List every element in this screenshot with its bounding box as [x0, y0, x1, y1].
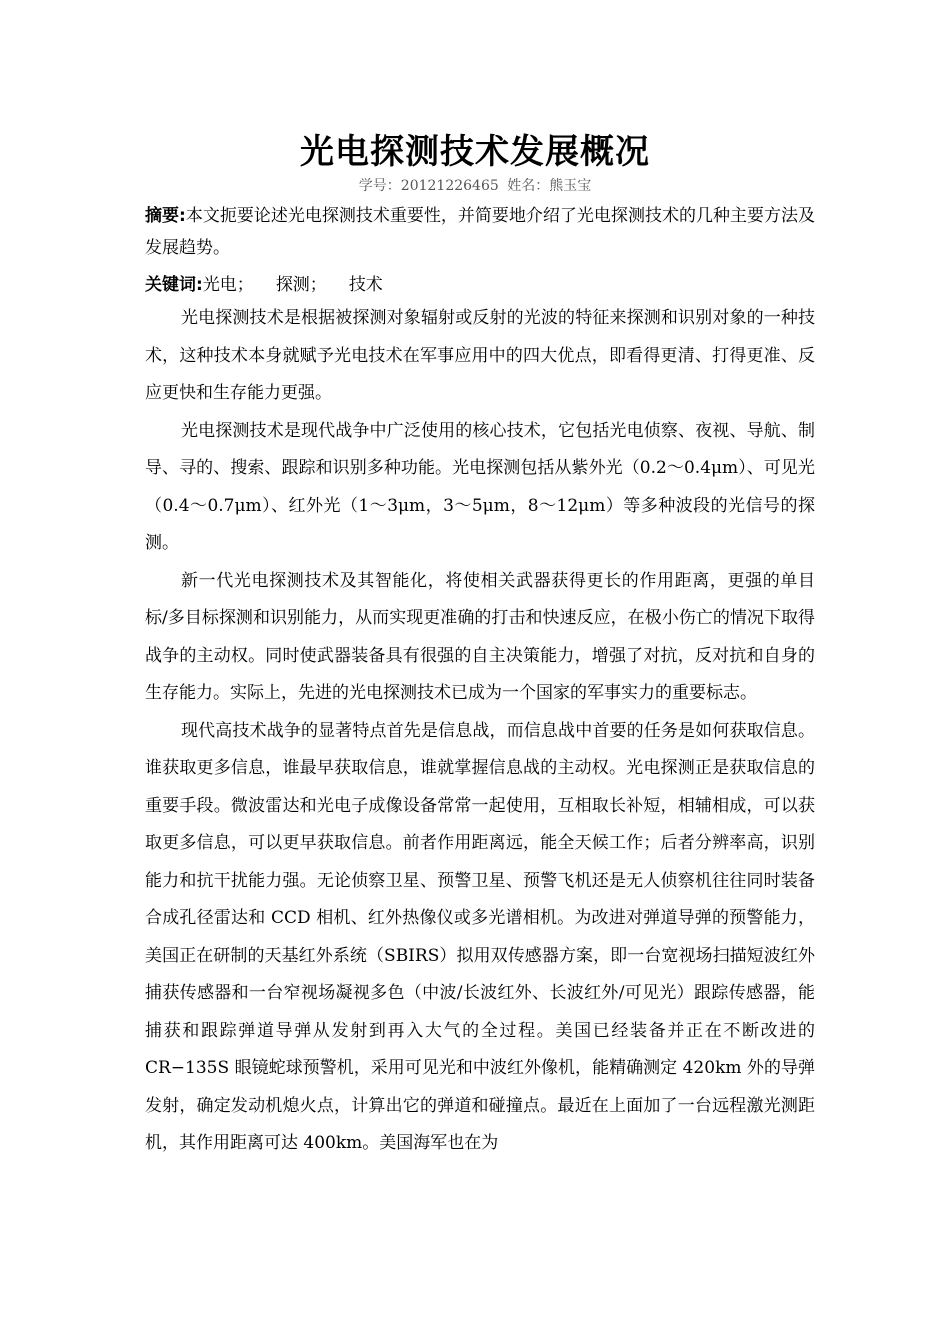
- keywords: [145, 270, 815, 300]
- body-paragraph-4: 现代高技术战争的显著特点首先是信息战，而信息战中首要的任务是如何获取信息。谁获取更多信息，谁最早获取信息，谁就掌握信息战的主动权。光电探测正是获取信息的重要手段。微波雷达和光电子成像设备常常一起使用，互相取长补短，相辅相成，可以获取更多信息，可以更早获取信息。前者作用距离远，能全天候工作；后者分辨率高，识别能力和抗干扰能力强。无论侦察卫星、预警卫星、预警飞机还是无人侦察机往往同时装备合成孔径雷达和 CCD 相机、红外热像仪或多光谱相机。为改进对弹道导弹的预警能力，美国正在研制的天基红外系统（SBIRS）拟用双传感器方案，即一台宽视场扫描短波红外捕获传感器和一台窄视场凝视多色（中波/长波红外、长波红外/可见光）跟踪传感器，能捕获和跟踪弹道导弹从发射到再入大气的全过程。美国已经装备并正在不断改进的 CR−135S 眼镜蛇球预警机，采用可见光和中波红外像机，能精确测定 420km 外的导弹发射，确定发动机熄火点，计算出它的弹道和碰撞点。最近在上面加了一台远程激光测距机，其作用距离可达 400km。美国海军也在为: [145, 720, 815, 1153]
- body-paragraph-1: 光电探测技术是根据被探测对象辐射或反射的光波的特征来探测和识别对象的一种技术，这种技术本身就赋予光电技术在军事应用中的四大优点，即看得更清、打得更准、反应更快和生存能力更强。: [145, 308, 815, 403]
- abstract-text: 本文扼要论述光电探测技术重要性，并简要地介绍了光电探测技术的几种主要方法及发展趋势。: [145, 206, 815, 258]
- keyword-item: 技术: [348, 275, 383, 295]
- abstract-label: 摘要:: [145, 206, 186, 226]
- keyword-item: 光电；: [202, 275, 254, 295]
- body-paragraph-3: 新一代光电探测技术及其智能化，将使相关武器获得更长的作用距离，更强的单目标/多目标探测和识别能力，从而实现更准确的打击和快速反应，在极小伤亡的情况下取得战争的主动权。同时使武器装备具有很强的自主决策能力，增强了对抗，反对抗和自身的生存能力。实际上，先进的光电探测技术已成为一个国家的军事实力的重要标志。: [145, 570, 815, 703]
- student-id: 学号：20121226465: [358, 178, 499, 194]
- abstract: [145, 200, 815, 264]
- body-paragraph-2: 光电探测技术是现代战争中广泛使用的核心技术，它包括光电侦察、夜视、导航、制导、寻的、搜索、跟踪和识别多种功能。光电探测包括从紫外光（0.2～0.4μm）、可见光（0.4～0.7μm）、红外光（1～3μm，3～5μm，8～12μm）等多种波段的光信号的探测。: [145, 420, 815, 553]
- author-line: [0, 176, 950, 196]
- keyword-item: 探测；: [275, 275, 327, 295]
- document-title: 光电探测技术发展概况: [300, 132, 650, 172]
- author-name: 姓名：熊玉宝: [507, 178, 592, 194]
- document-body: [145, 200, 815, 1163]
- keywords-label: 关键词:: [145, 275, 203, 295]
